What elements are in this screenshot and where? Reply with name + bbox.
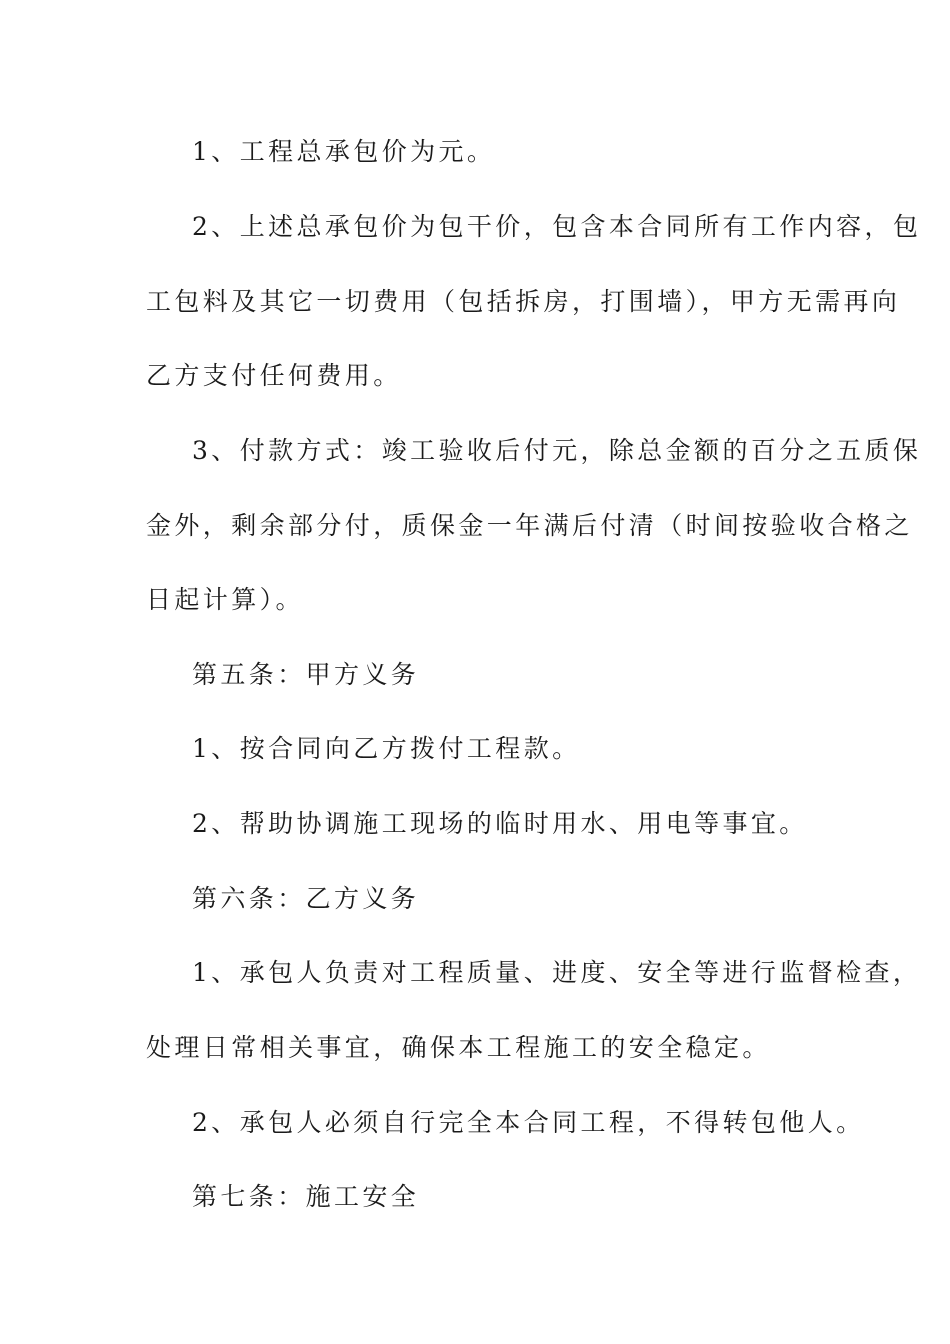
clause-4-item-1: 1、工程总承包价为元。	[192, 137, 496, 166]
clause-6-heading: 第六条：乙方义务	[192, 884, 420, 913]
clause-4-item-2-line-1: 2、上述总承包价为包干价，包含本合同所有工作内容，包	[192, 212, 922, 241]
clause-4-item-3-line-2: 金外，剩余部分付，质保金一年满后付清（时间按验收合格之	[146, 511, 913, 540]
clause-6-item-2: 2、承包人必须自行完全本合同工程，不得转包他人。	[192, 1108, 865, 1137]
clause-7-heading: 第七条：施工安全	[192, 1182, 420, 1211]
clause-6-item-1-line-2: 处理日常相关事宜，确保本工程施工的安全稳定。	[146, 1033, 771, 1062]
clause-4-item-3-line-3: 日起计算）。	[146, 585, 304, 614]
clause-6-item-1-line-1: 1、承包人负责对工程质量、进度、安全等进行监督检查，	[192, 958, 922, 987]
clause-4-item-2-line-2: 工包料及其它一切费用（包括拆房，打围墙），甲方无需再向	[146, 287, 901, 316]
clause-5-heading: 第五条：甲方义务	[192, 660, 420, 689]
clause-5-item-1: 1、按合同向乙方拨付工程款。	[192, 734, 581, 763]
clause-4-item-2-line-3: 乙方支付任何费用。	[146, 361, 402, 390]
clause-5-item-2: 2、帮助协调施工现场的临时用水、用电等事宜。	[192, 809, 808, 838]
clause-4-item-3-line-1: 3、付款方式：竣工验收后付元，除总金额的百分之五质保	[192, 436, 922, 465]
